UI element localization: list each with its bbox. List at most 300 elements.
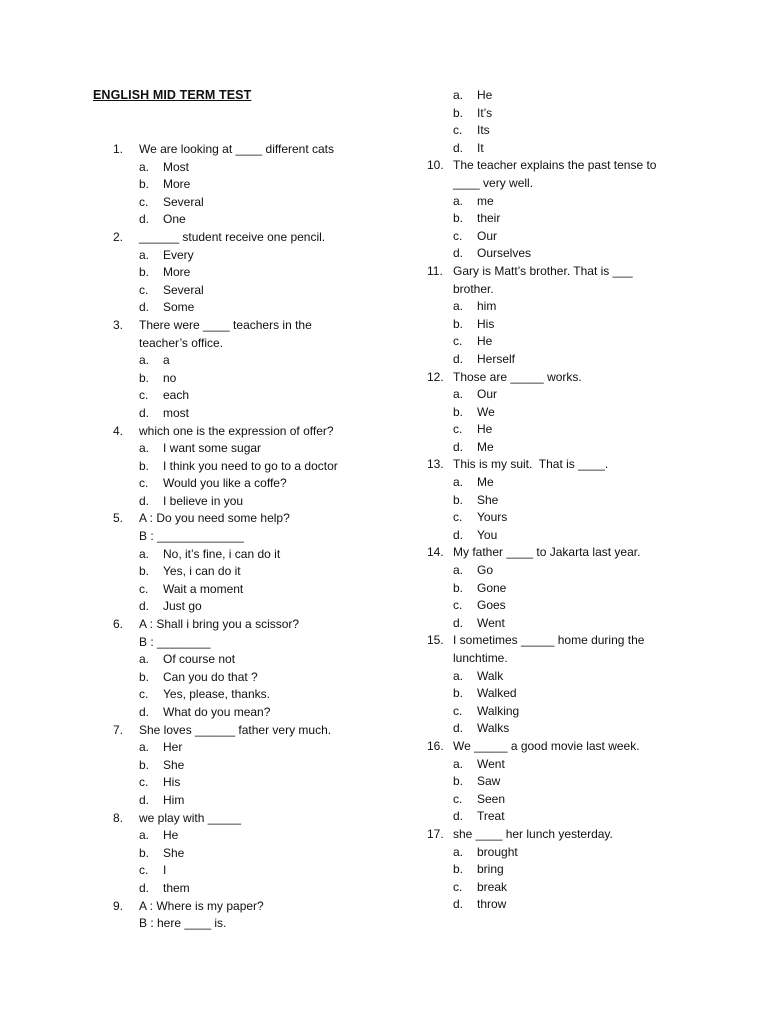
question-text: We _____ a good movie last week. (453, 738, 640, 753)
option-indent (427, 439, 453, 457)
option-letter: a. (139, 740, 150, 755)
question-text: A : Where is my paper? (139, 898, 264, 913)
option-text: He (163, 828, 179, 843)
option-text: Her (163, 740, 183, 755)
option-indent (427, 105, 453, 123)
option-indent (427, 791, 453, 809)
question (427, 826, 757, 914)
option-letter: c. (139, 194, 149, 209)
option-text: Went (477, 615, 505, 630)
option-letter: d. (453, 721, 464, 736)
option-indent (427, 193, 453, 211)
question (427, 456, 757, 544)
answer-option (427, 439, 757, 457)
option-letter: c. (139, 687, 149, 702)
question (113, 616, 443, 722)
question-number: 9. (113, 898, 124, 913)
answer-option (427, 316, 757, 334)
answer-option (113, 581, 443, 599)
option-text: His (163, 775, 181, 790)
option-indent (427, 140, 453, 158)
option-text: Him (163, 792, 185, 807)
answer-option (113, 440, 443, 458)
option-letter: c. (139, 863, 149, 878)
option-indent (113, 352, 139, 370)
answer-option (427, 527, 757, 545)
question-line (427, 369, 757, 387)
answer-option (427, 896, 757, 914)
option-indent (113, 581, 139, 599)
option-letter: d. (139, 405, 150, 420)
option-letter: b. (139, 757, 150, 772)
question-text: teacher’s office. (139, 335, 224, 350)
answer-option (113, 387, 443, 405)
answer-option (113, 159, 443, 177)
option-indent (113, 880, 139, 898)
option-indent (427, 228, 453, 246)
option-text: Can you do that ? (163, 669, 258, 684)
option-letter: b. (139, 265, 150, 280)
question-number: 13. (427, 457, 444, 472)
option-letter: d. (453, 351, 464, 366)
option-text: most (163, 405, 190, 420)
option-indent (427, 615, 453, 633)
question-number: 15. (427, 633, 444, 648)
option-letter: d. (453, 527, 464, 542)
question-text: B : _____________ (139, 529, 244, 544)
question-number: 17. (427, 826, 444, 841)
answer-option (113, 845, 443, 863)
option-letter: b. (139, 458, 150, 473)
question-line (427, 281, 757, 299)
option-indent (113, 546, 139, 564)
answer-option (427, 509, 757, 527)
answer-option (427, 808, 757, 826)
option-letter: b. (453, 686, 464, 701)
question-indent (113, 634, 139, 652)
option-text: Walks (477, 721, 510, 736)
option-letter: b. (139, 370, 150, 385)
option-text: It (477, 140, 484, 155)
question-line (427, 632, 757, 650)
option-letter: b. (453, 404, 464, 419)
option-indent (113, 370, 139, 388)
option-letter: c. (453, 334, 463, 349)
option-text: Several (163, 194, 204, 209)
answer-option (113, 880, 443, 898)
option-indent (113, 563, 139, 581)
question-text: There were ____ teachers in the (139, 317, 312, 332)
answer-option (113, 299, 443, 317)
answer-option (113, 792, 443, 810)
answer-option (113, 704, 443, 722)
question-text: B : here ____ is. (139, 916, 227, 931)
question-text: I sometimes _____ home during the (453, 633, 645, 648)
option-letter: c. (139, 388, 149, 403)
option-text: One (163, 212, 186, 227)
option-letter: a. (139, 828, 150, 843)
question-number: 4. (113, 423, 124, 438)
option-text: break (477, 879, 508, 894)
option-text: bring (477, 862, 504, 877)
answer-option (427, 210, 757, 228)
answer-option (113, 739, 443, 757)
option-text: Walking (477, 703, 520, 718)
answer-option (427, 685, 757, 703)
answer-option (113, 352, 443, 370)
option-letter: b. (139, 177, 150, 192)
question-number: 8. (113, 810, 124, 825)
option-text: Walked (477, 686, 517, 701)
answer-option (113, 194, 443, 212)
option-text: What do you mean? (163, 705, 271, 719)
option-text: Would you like a coffe? (163, 476, 287, 491)
answer-option (113, 493, 443, 511)
option-letter: c. (453, 510, 463, 525)
option-letter: b. (139, 845, 150, 860)
question-text: B : ________ (139, 634, 211, 649)
question-text: ______ student receive one pencil. (139, 229, 326, 244)
option-text: She (477, 492, 499, 507)
option-letter: b. (139, 564, 150, 579)
option-letter: b. (139, 669, 150, 684)
answer-option (113, 862, 443, 880)
answer-option (427, 668, 757, 686)
question-line (113, 510, 443, 528)
question-number: 10. (427, 158, 444, 173)
question-text: This is my suit. That is ____. (453, 457, 609, 472)
option-text: their (477, 211, 501, 226)
option-letter: a. (453, 387, 464, 402)
right-column (427, 87, 757, 914)
option-text: Went (477, 756, 505, 771)
option-letter: d. (453, 615, 464, 630)
option-indent (427, 333, 453, 351)
left-column (113, 141, 443, 933)
option-text: Saw (477, 774, 501, 789)
answer-option (427, 720, 757, 738)
option-indent (113, 686, 139, 704)
question (113, 317, 443, 423)
answer-option (427, 879, 757, 897)
answer-option (113, 176, 443, 194)
option-letter: b. (453, 492, 464, 507)
option-indent (113, 792, 139, 810)
question-line (427, 263, 757, 281)
option-indent (427, 896, 453, 914)
option-letter: a. (139, 353, 150, 368)
question-line (113, 335, 443, 353)
question-text: The teacher explains the past tense to (453, 158, 657, 173)
answer-option (427, 597, 757, 615)
question-line (113, 141, 443, 159)
option-indent (113, 475, 139, 493)
option-letter: a. (139, 546, 150, 561)
question-number: 14. (427, 545, 444, 560)
option-indent (427, 298, 453, 316)
option-indent (427, 527, 453, 545)
option-text: no (163, 370, 177, 385)
option-text: Treat (477, 809, 505, 824)
answer-option (427, 140, 757, 158)
option-letter: c. (453, 791, 463, 806)
option-indent (427, 386, 453, 404)
option-letter: d. (453, 439, 464, 454)
answer-option (113, 211, 443, 229)
option-indent (427, 474, 453, 492)
question-line (427, 157, 757, 175)
option-indent (427, 703, 453, 721)
answer-option (113, 757, 443, 775)
option-letter: d. (453, 809, 464, 824)
option-letter: a. (453, 844, 464, 859)
option-text: Every (163, 247, 194, 262)
question-indent (427, 281, 453, 299)
option-text: We (477, 404, 495, 419)
option-indent (113, 827, 139, 845)
option-indent (113, 598, 139, 616)
option-text: He (477, 422, 493, 437)
answer-option (427, 351, 757, 369)
question (427, 369, 757, 457)
option-text: Go (477, 563, 494, 578)
option-letter: a. (139, 652, 150, 667)
question-text: A : Do you need some help? (139, 511, 290, 526)
question-text: We are looking at ____ different cats (139, 142, 335, 156)
option-text: Its (477, 123, 490, 138)
option-letter: a. (139, 247, 150, 262)
answer-option (427, 193, 757, 211)
question-line (427, 544, 757, 562)
answer-option (427, 333, 757, 351)
option-text: Me (477, 475, 494, 490)
question (113, 229, 443, 317)
question (427, 544, 757, 632)
question-text: brother. (453, 281, 494, 296)
answer-option (113, 282, 443, 300)
option-indent (113, 211, 139, 229)
option-text: I believe in you (163, 493, 244, 508)
option-text: Yes, please, thanks. (163, 687, 270, 702)
answer-option (427, 580, 757, 598)
option-indent (113, 176, 139, 194)
option-text: Most (163, 159, 190, 174)
question-number: 16. (427, 738, 444, 753)
answer-option (427, 421, 757, 439)
option-text: Of course not (163, 652, 236, 667)
option-indent (427, 404, 453, 422)
answer-option (113, 686, 443, 704)
option-indent (113, 282, 139, 300)
option-text: More (163, 265, 191, 280)
question-line (427, 456, 757, 474)
option-letter: b. (453, 862, 464, 877)
question (113, 722, 443, 810)
option-indent (113, 845, 139, 863)
question-number: 1. (113, 142, 124, 156)
option-text: It’s (477, 105, 493, 120)
answer-option (113, 563, 443, 581)
option-indent (113, 299, 139, 317)
question-line (113, 528, 443, 546)
question-number: 3. (113, 317, 124, 332)
question-text: She loves ______ father very much. (139, 722, 332, 737)
question-text: we play with _____ (139, 810, 242, 825)
option-indent (427, 879, 453, 897)
answer-option (427, 404, 757, 422)
option-indent (113, 387, 139, 405)
question (113, 141, 443, 229)
option-letter: b. (453, 211, 464, 226)
question-line (113, 423, 443, 441)
answer-option (427, 386, 757, 404)
option-text: He (477, 334, 493, 349)
option-text: She (163, 845, 185, 860)
question-line (113, 317, 443, 335)
option-letter: c. (139, 282, 149, 297)
option-text: brought (477, 844, 518, 859)
option-text: You (477, 527, 498, 542)
answer-option (427, 228, 757, 246)
option-indent (427, 756, 453, 774)
option-text: More (163, 177, 191, 192)
option-text: me (477, 193, 494, 208)
option-letter: b. (453, 316, 464, 331)
option-letter: c. (453, 598, 463, 613)
option-indent (113, 651, 139, 669)
option-indent (113, 739, 139, 757)
answer-option (427, 492, 757, 510)
option-letter: a. (453, 299, 464, 314)
option-letter: d. (139, 212, 150, 227)
answer-option (113, 405, 443, 423)
option-text: She (163, 757, 185, 772)
option-indent (427, 351, 453, 369)
option-text: Me (477, 439, 494, 454)
option-indent (427, 509, 453, 527)
option-letter: d. (139, 705, 150, 719)
option-indent (427, 668, 453, 686)
option-indent (113, 159, 139, 177)
answer-option (427, 844, 757, 862)
question-indent (427, 650, 453, 668)
answer-option (113, 546, 443, 564)
option-text: throw (477, 897, 507, 912)
question-line (113, 634, 443, 652)
option-indent (427, 87, 453, 105)
option-letter: d. (139, 493, 150, 508)
option-text: Several (163, 282, 204, 297)
question-indent (113, 915, 139, 933)
answer-option (113, 827, 443, 845)
option-text: I want some sugar (163, 441, 262, 456)
question-text: Gary is Matt’s brother. That is ___ (453, 263, 633, 278)
option-letter: b. (453, 774, 464, 789)
option-indent (427, 421, 453, 439)
question-line (427, 650, 757, 668)
question-line (113, 915, 443, 933)
option-indent (427, 808, 453, 826)
answer-option (113, 774, 443, 792)
answer-option (427, 122, 757, 140)
option-letter: a. (453, 756, 464, 771)
answer-option (113, 458, 443, 476)
option-indent (113, 247, 139, 265)
option-indent (427, 122, 453, 140)
option-letter: d. (139, 300, 150, 315)
answer-option (113, 370, 443, 388)
question-number: 11. (427, 263, 443, 278)
answer-option (427, 562, 757, 580)
option-text: Gone (477, 580, 507, 595)
option-text: Our (477, 228, 498, 243)
option-text: Walk (477, 668, 504, 683)
answer-option (113, 264, 443, 282)
option-text: them (163, 880, 190, 895)
option-indent (427, 685, 453, 703)
option-letter: c. (453, 879, 463, 894)
option-text: I (163, 863, 167, 878)
option-indent (427, 844, 453, 862)
option-indent (427, 562, 453, 580)
option-text: Our (477, 387, 498, 402)
option-indent (113, 669, 139, 687)
option-letter: a. (139, 159, 150, 174)
question-line (113, 898, 443, 916)
question-text: which one is the expression of offer? (139, 423, 334, 438)
answer-option (427, 298, 757, 316)
question-text: Those are _____ works. (453, 369, 582, 384)
option-indent (427, 861, 453, 879)
answer-option (427, 791, 757, 809)
option-letter: b. (453, 580, 464, 595)
option-letter: c. (139, 775, 149, 790)
question-text: A : Shall i bring you a scissor? (139, 617, 300, 632)
question-number: 12. (427, 369, 444, 384)
option-text: I think you need to go to a doctor (163, 458, 338, 473)
answer-option (427, 703, 757, 721)
answer-option (113, 669, 443, 687)
option-text: him (477, 299, 497, 314)
option-indent (113, 264, 139, 282)
question-line (427, 826, 757, 844)
answer-option (113, 651, 443, 669)
answer-option (113, 598, 443, 616)
option-letter: d. (139, 599, 150, 614)
answer-option (113, 247, 443, 265)
question (427, 738, 757, 826)
option-text: a (163, 353, 170, 368)
option-text: No, it’s fine, i can do it (163, 546, 281, 561)
answer-option (427, 105, 757, 123)
question-line (113, 722, 443, 740)
option-indent (113, 862, 139, 880)
option-indent (427, 720, 453, 738)
option-letter: c. (453, 422, 463, 437)
question (113, 510, 443, 616)
option-text: Just go (163, 599, 202, 614)
option-indent (113, 440, 139, 458)
option-letter: d. (453, 897, 464, 912)
question (427, 157, 757, 263)
question-text: lunchtime. (453, 651, 508, 665)
option-indent (113, 194, 139, 212)
option-letter: c. (453, 703, 463, 718)
option-indent (113, 757, 139, 775)
question (427, 263, 757, 369)
question-line (427, 738, 757, 756)
question (113, 423, 443, 511)
